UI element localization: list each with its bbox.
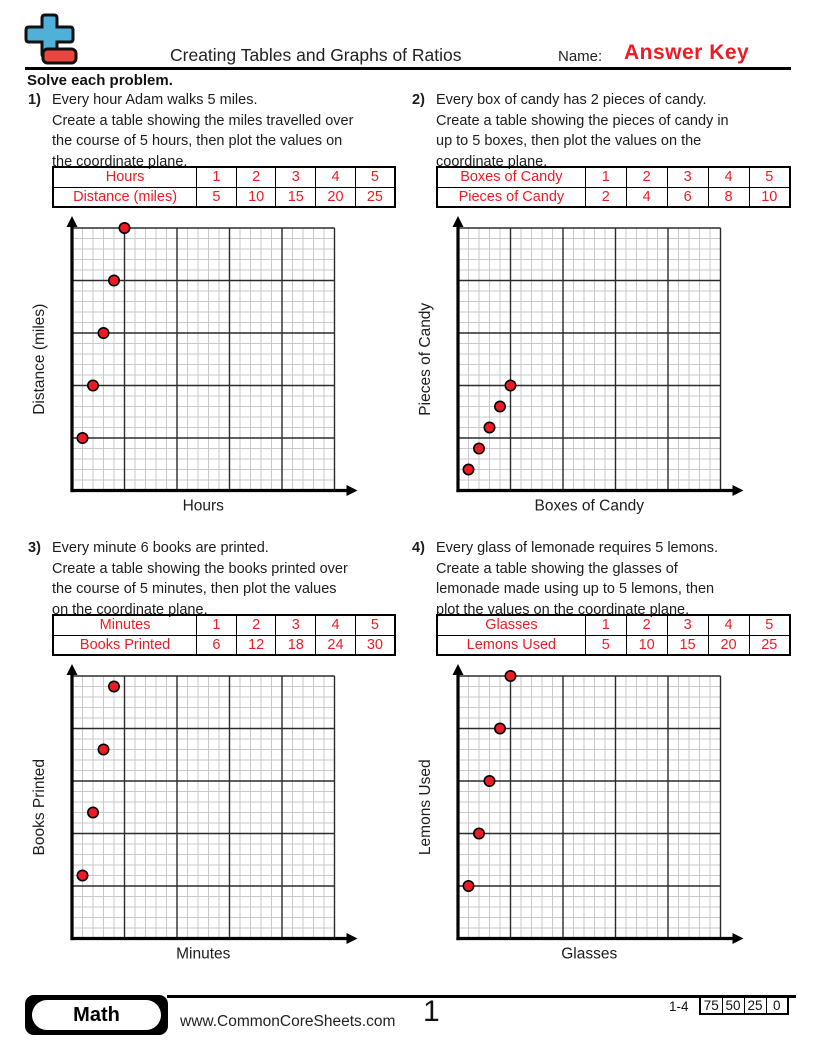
- ratio-graph: [414, 664, 746, 964]
- y-axis-arrow-icon: [67, 216, 78, 227]
- value-cell: 3: [667, 167, 708, 187]
- value-cell: 30: [355, 635, 395, 655]
- problem-text-line: Every glass of lemonade requires 5 lemons.: [436, 540, 719, 556]
- ratio-table: [52, 166, 396, 208]
- ratio-graph: [28, 664, 360, 964]
- table-row: [53, 187, 395, 207]
- row-label-cell: Distance (miles): [53, 187, 197, 207]
- data-point: [77, 870, 87, 880]
- x-axis-label: Boxes of Candy: [534, 497, 644, 515]
- value-cell: 4: [708, 615, 749, 635]
- math-subject-badge: [25, 995, 168, 1035]
- table-row: [53, 167, 395, 187]
- table-row: [437, 167, 790, 187]
- row-label-cell: Boxes of Candy: [437, 167, 585, 187]
- value-cell: 3: [276, 615, 316, 635]
- name-answer-key: Answer Key: [624, 41, 750, 64]
- y-axis-label: Distance (miles): [31, 303, 48, 415]
- value-cell: 5: [585, 635, 626, 655]
- value-cell: 25: [355, 187, 395, 207]
- problem-text-line: Every hour Adam walks 5 miles.: [52, 92, 258, 108]
- value-cell: 5: [355, 615, 395, 635]
- data-point: [98, 328, 108, 338]
- problem-text-line: Create a table showing the miles travelled over: [52, 112, 354, 129]
- problem: [412, 538, 791, 984]
- y-axis-label: Lemons Used: [417, 759, 434, 856]
- problem-number: 1): [28, 92, 41, 108]
- score-cell: 0: [766, 997, 788, 1014]
- score-range-label: 1-4: [669, 999, 689, 1014]
- problem-text-line: the coordinate plane.: [52, 153, 188, 170]
- value-cell: 2: [626, 167, 667, 187]
- grid-minor-lines: [72, 676, 335, 939]
- grid-major-lines: [72, 676, 335, 939]
- ratio-graph: [28, 216, 360, 516]
- data-point: [463, 881, 473, 891]
- site-url: www.CommonCoreSheets.com: [180, 1013, 396, 1030]
- header-divider: [25, 67, 791, 70]
- problem-number: 2): [412, 92, 425, 108]
- value-cell: 20: [708, 635, 749, 655]
- y-axis-arrow-icon: [453, 664, 464, 675]
- x-axis-label: Hours: [182, 497, 224, 515]
- data-point: [484, 422, 494, 432]
- data-point: [495, 723, 505, 733]
- x-axis-arrow-icon: [347, 933, 358, 944]
- value-cell: 5: [749, 615, 790, 635]
- value-cell: 5: [749, 167, 790, 187]
- value-cell: 1: [585, 615, 626, 635]
- problem-text: [52, 538, 348, 620]
- problem: [28, 90, 396, 536]
- name-label: Name:: [558, 48, 603, 65]
- value-cell: 20: [316, 187, 356, 207]
- table-row: [53, 635, 395, 655]
- math-badge-label: Math: [32, 1000, 161, 1030]
- table-row: [437, 187, 790, 207]
- x-axis-label: Minutes: [176, 945, 231, 963]
- value-cell: 8: [708, 187, 749, 207]
- table-row: [437, 615, 790, 635]
- grid-major-lines: [458, 228, 721, 491]
- value-cell: 12: [236, 635, 276, 655]
- problem-text-line: up to 5 boxes, then plot the values on the: [436, 133, 702, 149]
- problem-text-line: Create a table showing the glasses of: [436, 560, 678, 577]
- table-row: [437, 635, 790, 655]
- problem-text-line: Every minute 6 books are printed.: [52, 540, 269, 556]
- problem-text-line: coordinate plane.: [436, 153, 548, 170]
- value-cell: 10: [626, 635, 667, 655]
- y-axis-label: Pieces of Candy: [417, 302, 434, 416]
- data-point: [463, 464, 473, 474]
- value-cell: 6: [197, 635, 237, 655]
- problem-text: [436, 538, 718, 620]
- problem-text-line: Every box of candy has 2 pieces of candy.: [436, 92, 707, 108]
- value-cell: 6: [667, 187, 708, 207]
- data-point: [484, 776, 494, 786]
- data-point: [109, 275, 119, 285]
- data-point: [495, 401, 505, 411]
- instruction-text: Solve each problem.: [27, 72, 173, 89]
- problem-text-line: on the coordinate plane.: [52, 601, 208, 618]
- x-axis-label: Glasses: [561, 945, 618, 963]
- data-point: [77, 433, 87, 443]
- commoncoresheets-logo: [22, 12, 80, 73]
- value-cell: 2: [585, 187, 626, 207]
- problem-number: 4): [412, 540, 425, 556]
- x-axis-arrow-icon: [347, 485, 358, 496]
- ratio-graph: [414, 216, 746, 516]
- score-cell: 50: [722, 997, 744, 1014]
- data-point: [474, 443, 484, 453]
- y-axis-label: Books Printed: [31, 759, 48, 856]
- plus-minus-logo-icon: [22, 12, 80, 68]
- value-cell: 3: [276, 167, 316, 187]
- problem-text: [436, 90, 729, 172]
- row-label-cell: Books Printed: [53, 635, 197, 655]
- ratio-table: [436, 166, 791, 208]
- value-cell: 5: [355, 167, 395, 187]
- grid-major-lines: [72, 228, 335, 491]
- problem-statement: [412, 90, 791, 172]
- value-cell: 1: [585, 167, 626, 187]
- problem-text-line: the course of 5 minutes, then plot the values: [52, 581, 337, 597]
- score-cell: 75: [700, 997, 722, 1014]
- grid-minor-lines: [72, 228, 335, 491]
- value-cell: 4: [316, 615, 356, 635]
- problem-text-line: lemonade made using up to 5 lemons, then: [436, 581, 715, 597]
- value-cell: 5: [197, 187, 237, 207]
- data-point: [109, 681, 119, 691]
- x-axis-arrow-icon: [733, 485, 744, 496]
- grid-minor-lines: [458, 228, 721, 491]
- problem-statement: [412, 538, 791, 620]
- data-point: [98, 744, 108, 754]
- value-cell: 1: [197, 615, 237, 635]
- value-cell: 2: [236, 167, 276, 187]
- value-cell: 15: [276, 187, 316, 207]
- ratio-table: [436, 614, 791, 656]
- value-cell: 1: [197, 167, 237, 187]
- data-point: [119, 223, 129, 233]
- value-cell: 2: [626, 615, 667, 635]
- row-label-cell: Pieces of Candy: [437, 187, 585, 207]
- page-title: Creating Tables and Graphs of Ratios: [170, 45, 462, 65]
- y-axis-arrow-icon: [67, 664, 78, 675]
- grid-minor-lines: [458, 676, 721, 939]
- value-cell: 24: [316, 635, 356, 655]
- problem-statement: [28, 90, 396, 172]
- value-cell: 4: [316, 167, 356, 187]
- data-point: [474, 828, 484, 838]
- table-row: [53, 615, 395, 635]
- problem-text: [52, 90, 353, 172]
- value-cell: 4: [626, 187, 667, 207]
- value-cell: 25: [749, 635, 790, 655]
- row-label-cell: Glasses: [437, 615, 585, 635]
- value-cell: 2: [236, 615, 276, 635]
- problem-statement: [28, 538, 396, 620]
- value-cell: 3: [667, 615, 708, 635]
- y-axis-arrow-icon: [453, 216, 464, 227]
- row-label-cell: Lemons Used: [437, 635, 585, 655]
- score-table: [699, 996, 789, 1015]
- data-point: [505, 671, 515, 681]
- problem-text-line: the course of 5 hours, then plot the values on: [52, 133, 343, 149]
- value-cell: 4: [708, 167, 749, 187]
- page-number: 1: [423, 995, 440, 1028]
- score-row: [700, 997, 788, 1014]
- value-cell: 10: [236, 187, 276, 207]
- problem-number: 3): [28, 540, 41, 556]
- row-label-cell: Hours: [53, 167, 197, 187]
- problem-text-line: Create a table showing the pieces of candy in: [436, 112, 729, 129]
- problem: [28, 538, 396, 984]
- value-cell: 10: [749, 187, 790, 207]
- value-cell: 18: [276, 635, 316, 655]
- problem-text-line: Create a table showing the books printed over: [52, 560, 348, 577]
- score-cell: 25: [744, 997, 766, 1014]
- value-cell: 15: [667, 635, 708, 655]
- data-point: [505, 380, 515, 390]
- grid-major-lines: [458, 676, 721, 939]
- row-label-cell: Minutes: [53, 615, 197, 635]
- ratio-table: [52, 614, 396, 656]
- data-point: [88, 380, 98, 390]
- problem-text-line: plot the values on the coordinate plane.: [436, 601, 690, 618]
- problem: [412, 90, 791, 536]
- data-point: [88, 807, 98, 817]
- x-axis-arrow-icon: [733, 933, 744, 944]
